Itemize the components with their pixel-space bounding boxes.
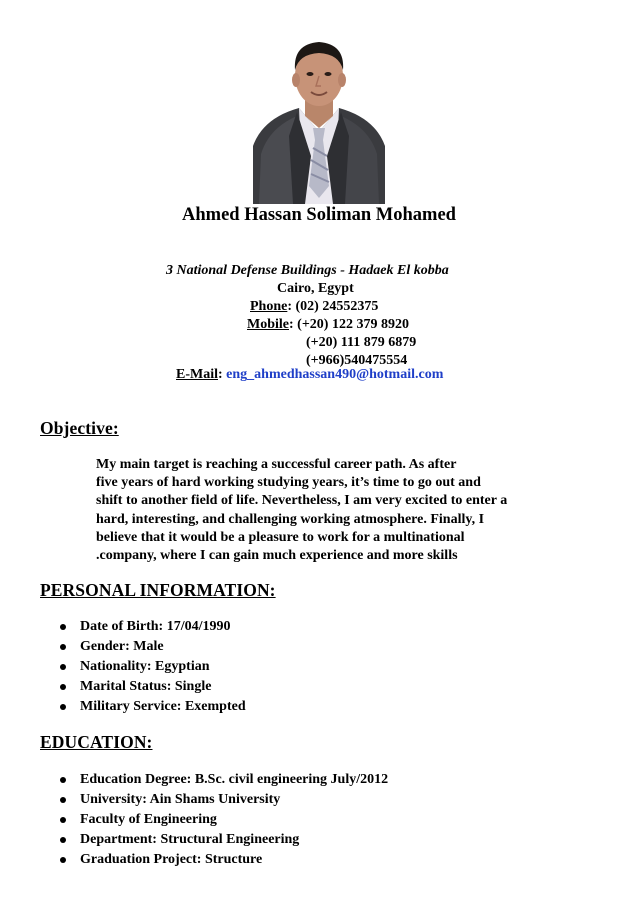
objective-paragraph: [96, 456, 566, 565]
list-item-text: Nationality: Egyptian: [80, 659, 210, 674]
list-item-text: Faculty of Engineering: [80, 812, 217, 827]
email-label: E-Mail: [176, 367, 218, 382]
bullet-icon: [60, 704, 66, 710]
email-link[interactable]: eng_ahmedhassan490@hotmail.com: [226, 367, 444, 382]
bullet-icon: [60, 644, 66, 650]
mobile-value-2: (+20) 111 879 6879: [306, 335, 417, 350]
list-item: [60, 830, 388, 850]
personal-information-heading: PERSONAL INFORMATION:: [40, 580, 276, 600]
list-item: [60, 617, 246, 637]
address-line: 3 National Defense Buildings - Hadaek El kobba: [166, 263, 449, 278]
objective-line: believe that it would be a pleasure to work for a multinational: [96, 529, 465, 545]
candidate-name: Ahmed Hassan Soliman Mohamed: [182, 205, 456, 225]
bullet-icon: [60, 684, 66, 690]
bullet-icon: [60, 837, 66, 843]
objective-line: hard, interesting, and challenging working atmosphere. Finally, I: [96, 511, 485, 527]
list-item: [60, 677, 246, 697]
email-line: [176, 366, 443, 384]
list-item: [60, 770, 388, 790]
bullet-icon: [60, 817, 66, 823]
portrait-image: [253, 36, 385, 204]
mobile-line: [247, 316, 409, 334]
phone-label: Phone: [250, 299, 288, 314]
list-item: [60, 697, 246, 717]
objective-line: shift to another field of life. Nevertheless, I am very excited to enter a: [96, 493, 508, 509]
list-item: [60, 637, 246, 657]
list-item-text: Graduation Project: Structure: [80, 852, 263, 867]
mobile-label: Mobile: [247, 317, 289, 332]
profile-photo: [253, 36, 385, 204]
education-heading: EDUCATION:: [40, 732, 153, 752]
phone-line: [250, 298, 378, 316]
objective-line: My main target is reaching a successful career path. As after: [96, 457, 457, 472]
list-item-text: Gender: Male: [80, 639, 164, 654]
bullet-icon: [60, 664, 66, 670]
list-item-text: Department: Structural Engineering: [80, 832, 300, 847]
phone-value: : (02) 24552375: [287, 299, 379, 314]
email-separator: :: [218, 367, 227, 382]
mobile-value-1: : (+20) 122 379 8920: [289, 317, 409, 332]
bullet-icon: [60, 777, 66, 783]
objective-heading: Objective:: [40, 418, 119, 438]
list-item-text: Education Degree: B.Sc. civil engineering July/2012: [80, 772, 389, 787]
objective-line: .company, where I can gain much experience and more skills: [96, 548, 458, 564]
list-item: [60, 850, 388, 870]
bullet-icon: [60, 797, 66, 803]
list-item: [60, 657, 246, 677]
list-item: [60, 810, 388, 830]
list-item-text: University: Ain Shams University: [80, 792, 281, 807]
bullet-icon: [60, 857, 66, 863]
list-item-text: Military Service: Exempted: [80, 699, 246, 714]
mobile-value-3: (+966)540475554: [306, 353, 408, 368]
list-item-text: Date of Birth: 17/04/1990: [80, 619, 231, 634]
city-line: Cairo, Egypt: [277, 281, 354, 296]
bullet-icon: [60, 624, 66, 630]
education-list: [60, 770, 388, 870]
personal-information-list: [60, 617, 246, 717]
list-item-text: Marital Status: Single: [80, 679, 212, 694]
objective-line: five years of hard working studying years, it’s time to go out and: [96, 475, 481, 491]
list-item: [60, 790, 388, 810]
